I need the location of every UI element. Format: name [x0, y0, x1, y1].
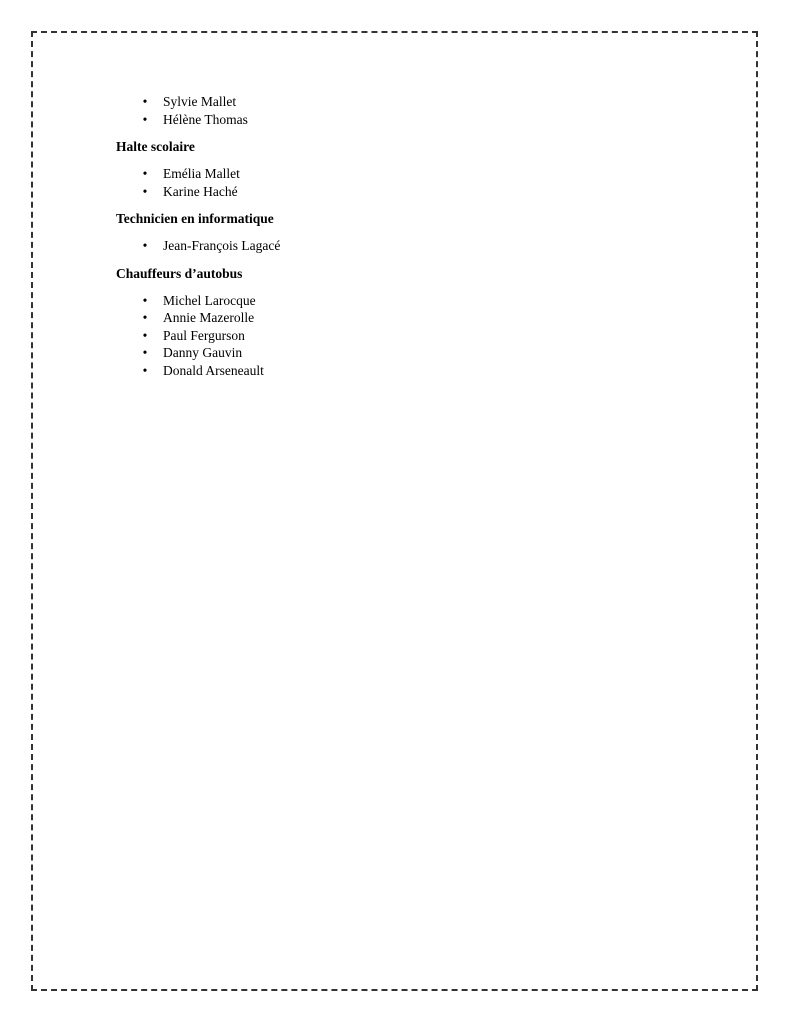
staff-name: Hélène Thomas — [163, 111, 248, 127]
list-item — [116, 111, 716, 129]
bullet-icon: • — [142, 111, 148, 127]
staff-name: Jean-François Lagacé — [163, 238, 281, 253]
list-item — [116, 309, 716, 327]
list-item — [116, 183, 716, 201]
document-body — [116, 93, 716, 379]
staff-name: Donald Arseneault — [163, 362, 264, 378]
bullet-icon: • — [142, 238, 148, 253]
staff-name: Danny Gauvin — [163, 345, 243, 360]
list-item — [116, 327, 716, 345]
bullet-icon: • — [142, 310, 148, 325]
bullet-icon: • — [142, 327, 148, 343]
section-heading-technicien: Technicien en informatique — [116, 211, 274, 226]
bullet-icon: • — [142, 292, 148, 308]
list-item — [116, 237, 716, 255]
staff-name: Michel Larocque — [163, 292, 256, 308]
section-heading-halte-scolaire: Halte scolaire — [116, 139, 195, 154]
staff-list — [116, 237, 716, 255]
list-item — [116, 344, 716, 362]
list-item — [116, 165, 716, 183]
staff-name: Sylvie Mallet — [163, 94, 237, 109]
staff-list — [116, 292, 716, 380]
staff-list — [116, 165, 716, 200]
section-heading-chauffeurs: Chauffeurs d’autobus — [116, 265, 243, 281]
bullet-icon: • — [142, 345, 148, 360]
list-item — [116, 93, 716, 111]
staff-name: Paul Fergurson — [163, 327, 245, 343]
list-item — [116, 362, 716, 380]
list-item — [116, 292, 716, 310]
staff-name: Karine Haché — [163, 183, 238, 199]
bullet-icon: • — [142, 166, 148, 181]
staff-name: Annie Mazerolle — [163, 310, 255, 325]
bullet-icon: • — [142, 94, 148, 109]
staff-name: Emélia Mallet — [163, 166, 240, 181]
bullet-icon: • — [142, 362, 148, 378]
bullet-icon: • — [142, 183, 148, 199]
staff-list — [116, 93, 716, 128]
